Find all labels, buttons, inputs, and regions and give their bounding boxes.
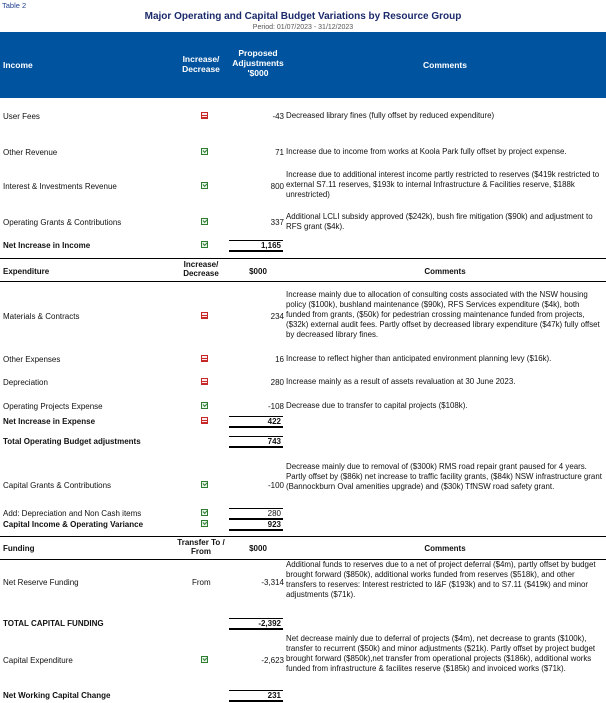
increase-icon: [201, 402, 208, 409]
row-comment: Additional funds to reserves due to a net of project deferral ($4m), partly offset by budget brought forward ($850k), additional works funded from reserves ($518k), and other transfers to reserves: Interest restricted to I&F ($193k) and to S7.11 ($419k) and minor adjustments ($71k).: [286, 560, 596, 599]
income-header-proposed: Proposed Adjustments '$000: [232, 48, 284, 78]
row-comment: Increase due to income from works at Koola Park fully offset by project expense.: [286, 147, 567, 156]
increase-icon: [201, 241, 208, 248]
row-value: 800: [270, 182, 284, 191]
row-label: Net Increase in Income: [3, 241, 91, 250]
row-comment: Increase due to additional interest income partly restricted to reserves ($419k restricted to external S7.11 reserves, $193k to internal Infrastructure & Facilities reserve, $188k unrestricted): [286, 170, 600, 199]
row-comment: Decrease mainly due to removal of ($300k) RMS road repair grant paused for 4 years. Partly offset by ($86k) net increase to traffic facility grants, ($84k) NSW infrastructure grant (Bannockburn Oval amenities upgrade) and ($30k) TfNSW road safety grant.: [286, 462, 602, 491]
row-value: 337: [270, 218, 284, 227]
row-label: TOTAL CAPITAL FUNDING: [3, 619, 104, 628]
decrease-icon: [201, 112, 208, 119]
total-capital-value: -2,392: [229, 618, 283, 630]
expenditure-header: [0, 258, 606, 282]
decrease-icon: [201, 312, 208, 319]
row-label: Other Expenses: [3, 355, 61, 364]
increase-icon: [201, 509, 208, 516]
row-value: -108: [267, 402, 284, 411]
row-label: User Fees: [3, 112, 40, 121]
row-label: Add: Depreciation and Non Cash items: [3, 509, 142, 518]
row-label: Interest & Investments Revenue: [3, 182, 117, 191]
expenditure-header-comments: Comments: [424, 267, 466, 276]
row-label: Net Reserve Funding: [3, 578, 79, 587]
row-value: -2,623: [261, 656, 284, 665]
increase-icon: [201, 148, 208, 155]
row-comment: Additional LCLI subsidy approved ($242k), bush fire mitigation ($90k) and adjustment to RFS grant ($4k).: [286, 212, 593, 231]
row-value: -43: [272, 112, 284, 121]
increase-icon: [201, 182, 208, 189]
row-comment: Net decrease mainly due to deferral of projects ($4m), net decrease to grants ($100k), transfer to recurrent ($50k) and minor adjustments ($21k). Partly offset by project budget brought forward ($850k),net transfer from operational projects ($186k), additional works funded from infrastructure & facilites reserve ($185k) and invoiced works ($71k).: [286, 634, 596, 673]
row-label: Net Increase in Expense: [3, 417, 96, 426]
funding-header-amount: $000: [249, 544, 267, 553]
row-label: Other Revenue: [3, 148, 58, 157]
income-header-band: [0, 32, 606, 98]
funding-header-change: Transfer To / From: [177, 538, 225, 556]
row-label: Net Working Capital Change: [3, 691, 111, 700]
decrease-icon: [201, 417, 208, 424]
row-value: 234: [270, 312, 284, 321]
funding-header: [0, 536, 606, 560]
row-value: 71: [275, 148, 284, 157]
period-subtitle: Period: 01/07/2023 - 31/12/2023: [252, 24, 354, 31]
transfer-direction: From: [192, 578, 211, 587]
row-label: Operating Projects Expense: [3, 402, 103, 411]
increase-icon: [201, 481, 208, 488]
row-label: Operating Grants & Contributions: [3, 218, 122, 227]
decrease-icon: [201, 378, 208, 385]
row-comment: Increase mainly as a result of assets revaluation at 30 June 2023.: [286, 377, 516, 386]
table-label: Table 2: [2, 1, 27, 10]
expenditure-header-change: Increase/ Decrease: [183, 260, 219, 278]
expenditure-header-label: Expenditure: [3, 267, 50, 276]
row-value: 16: [275, 355, 284, 364]
row-label: Capital Income & Operating Variance: [3, 520, 144, 529]
row-value: -3,314: [261, 578, 284, 587]
capital-income-value: 923: [229, 519, 283, 531]
income-header-change: Increase/ Decrease: [182, 54, 220, 74]
increase-icon: [201, 218, 208, 225]
increase-icon: [201, 520, 208, 527]
row-comment: Decreased library fines (fully offset by reduced expenditure): [286, 111, 495, 120]
income-header-label: Income: [3, 60, 33, 70]
row-label: Materials & Contracts: [3, 312, 80, 321]
net-expense-total: 422: [229, 416, 283, 428]
row-label: Capital Expenditure: [3, 656, 73, 665]
increase-icon: [201, 656, 208, 663]
row-comment: Increase to reflect higher than anticipated environment planning levy ($16k).: [286, 354, 552, 363]
funding-header-label: Funding: [3, 544, 35, 553]
row-label: Total Operating Budget adjustments: [3, 437, 141, 446]
net-income-total: 1,165: [229, 240, 283, 252]
row-comment: Decrease due to transfer to capital projects ($108k).: [286, 401, 468, 410]
funding-header-comments: Comments: [424, 544, 466, 553]
row-value: -100: [267, 481, 284, 490]
net-working-capital-value: 231: [229, 690, 283, 702]
decrease-icon: [201, 355, 208, 362]
add-depreciation-value: 280: [229, 508, 283, 519]
expenditure-header-amount: $000: [249, 267, 267, 276]
total-operating-value: 743: [229, 436, 283, 448]
row-value: 280: [270, 378, 284, 387]
row-comment: Increase mainly due to allocation of consulting costs associated with the NSW housing policy ($100k), bushland maintenance ($90k), RFS Services expenditure ($4k), both funded from grants, ($50k) for pedestrian crossing maintenance funded from projects, ($32k) external audit fees. Partly offset by decreased library expenditure ($47k) fully offset by decreased library fines.: [286, 290, 600, 339]
row-label: Capital Grants & Contributions: [3, 481, 112, 490]
income-header-comments: Comments: [423, 60, 467, 70]
page-title: Major Operating and Capital Budget Variations by Resource Group: [144, 11, 462, 22]
row-label: Depreciation: [3, 378, 48, 387]
